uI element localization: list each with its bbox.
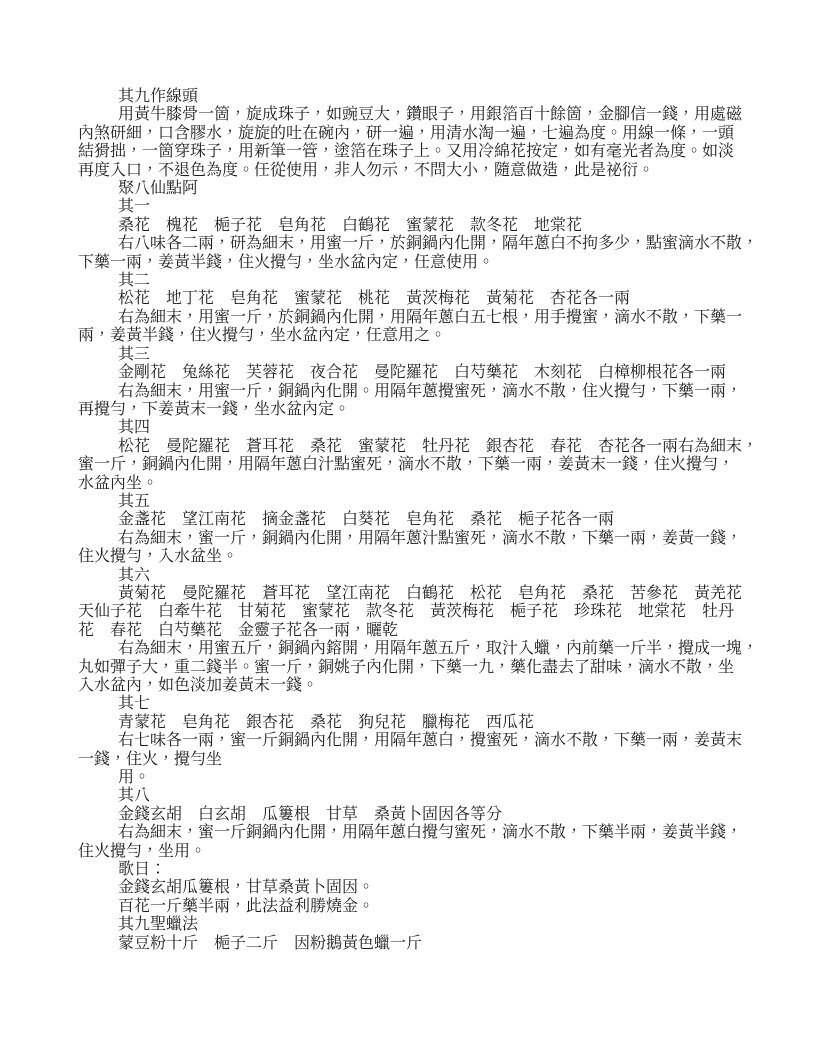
text-line: 松花 曼陀羅花 蒼耳花 桑花 蜜蒙花 牡丹花 銀杏花 春花 杏花各一兩右為細末， xyxy=(118,437,759,455)
text-line: 百花一斤藥半兩，此法益利勝燒金。 xyxy=(118,897,375,915)
text-line: 住火攪勻，入水盆坐。 xyxy=(78,548,239,566)
text-line: 蜜一斤，銅鍋內化開，用隔年蔥白汁點蜜死，滴水不散，下藥一兩，姜黃末一錢，住火攪勻， xyxy=(78,456,735,474)
text-line: 其三 xyxy=(118,345,151,363)
text-line: 右為細末，用蜜一斤，於銅鍋內化開，用隔年蔥白五七根，用手攪蜜，滴水不散，下藥一 xyxy=(118,308,743,326)
text-line: 右為細末，蜜一斤，銅鍋內化開，用隔年蔥汁點蜜死，滴水不散，下藥一兩，姜黃一錢， xyxy=(118,529,743,547)
text-line: 其四 xyxy=(118,419,151,437)
text-line: 歌日： xyxy=(118,861,167,879)
text-line: 內煞研細，口含膠水，旋旋的吐在碗內，研一遍，用清水淘一遍，七遍為度。用線一條，一頭 xyxy=(78,124,735,142)
text-line: 右為細末，蜜一斤銅鍋內化開，用隔年蔥白攪勻蜜死，滴水不散，下藥半兩，姜黃半錢， xyxy=(118,824,743,842)
text-line: 結猾拙，一箇穿珠子，用新筆一管，塗箔在珠子上。又用冷綿花按定，如有毫光者為度。如淡 xyxy=(78,143,735,161)
text-line: 青蒙花 皂角花 銀杏花 桑花 狗兒花 臘梅花 西瓜花 xyxy=(118,713,535,731)
text-line: 其七 xyxy=(118,695,151,713)
text-line: 其九聖蠟法 xyxy=(118,916,199,934)
text-line: 下藥一兩，姜黃半錢，住火攪勻，坐水盆內定，任意使用。 xyxy=(78,253,495,271)
text-line: 金錢玄胡 白玄胡 瓜簍根 甘草 桑黃卜固因各等分 xyxy=(118,805,503,823)
text-line: 右八味各二兩，研為細末，用蜜一斤，於銅鍋內化開，隔年蔥白不拘多少，點蜜滴水不散， xyxy=(118,235,759,253)
text-line: 金錢玄胡瓜簍根，甘草桑黃卜固因。 xyxy=(118,879,375,897)
text-line: 其二 xyxy=(118,272,151,290)
text-line: 黃菊花 曼陀羅花 蒼耳花 望江南花 白鶴花 松花 皂角花 桑花 苦參花 黃羌花 xyxy=(118,584,743,602)
text-line: 水盆內坐。 xyxy=(78,474,159,492)
text-line: 右七味各一兩，蜜一斤銅鍋內化開，用隔年蔥白，攪蜜死，滴水不散，下藥一兩，姜黃末 xyxy=(118,732,743,750)
text-line: 用黃牛膝骨一箇，旋成珠子，如豌豆大，鑽眼子，用銀箔百十餘箇，金腳信一錢，用處磁 xyxy=(118,106,743,124)
text-line: 蒙豆粉十斤 梔子二斤 因粉鵝黃色蠟一斤 xyxy=(118,934,423,952)
text-line: 其六 xyxy=(118,566,151,584)
text-line: 一錢，住火，攪勻坐 xyxy=(78,750,223,768)
text-line: 金盞花 望江南花 摘金盞花 白葵花 皂角花 桑花 梔子花各一兩 xyxy=(118,511,615,529)
text-line: 右為細末，用蜜一斤，銅鍋內化開。用隔年蔥攪蜜死，滴水不散，住火攪勻，下藥一兩， xyxy=(118,382,743,400)
text-block xyxy=(78,88,759,953)
text-line: 其九作線頭 xyxy=(118,88,199,105)
text-line: 住火攪勻，坐用。 xyxy=(78,842,207,860)
text-line: 再攪勻，下姜黃末一錢，坐水盆內定。 xyxy=(78,400,351,418)
text-line: 其一 xyxy=(118,198,151,216)
text-line: 用。 xyxy=(118,769,151,787)
text-line: 兩，姜黃半錢，住火攪勻，坐水盆內定，任意用之。 xyxy=(78,327,447,345)
text-line: 金剛花 兔絲花 芙蓉花 夜合花 曼陀羅花 白芍藥花 木刻花 白樟柳根花各一兩 xyxy=(118,364,727,382)
text-line: 丸如彈子大，重二錢半。蜜一斤，銅姚子內化開，下藥一九，藥化盡去了甜味，滴水不散，坐 xyxy=(78,658,735,676)
text-line: 其八 xyxy=(118,787,151,805)
text-line: 桑花 槐花 梔子花 皂角花 白鶴花 蜜蒙花 款冬花 地棠花 xyxy=(118,216,583,234)
text-line: 松花 地丁花 皂角花 蜜蒙花 桃花 黃茨梅花 黃菊花 杏花各一兩 xyxy=(118,290,631,308)
text-line: 天仙子花 白牽牛花 甘菊花 蜜蒙花 款冬花 黃茨梅花 梔子花 珍珠花 地棠花 牡丹 xyxy=(78,603,735,621)
text-line: 入水盆內，如色淡加姜黃末一錢。 xyxy=(78,677,319,694)
text-line: 再度入口，不退色為度。任從使用，非人勿示，不問大小，隨意做造，此是祕衍。 xyxy=(78,161,655,179)
text-line: 花 春花 白芍藥花 金靈子花各一兩，曬乾 xyxy=(78,621,399,639)
text-line: 其五 xyxy=(118,492,151,510)
text-line: 右為細末，用蜜五斤，銅鍋內鎔開，用隔年蔥五斤，取汁入蠟，內前藥一斤半，攪成一塊， xyxy=(118,640,759,658)
text-line: 聚八仙點阿 xyxy=(118,180,199,198)
